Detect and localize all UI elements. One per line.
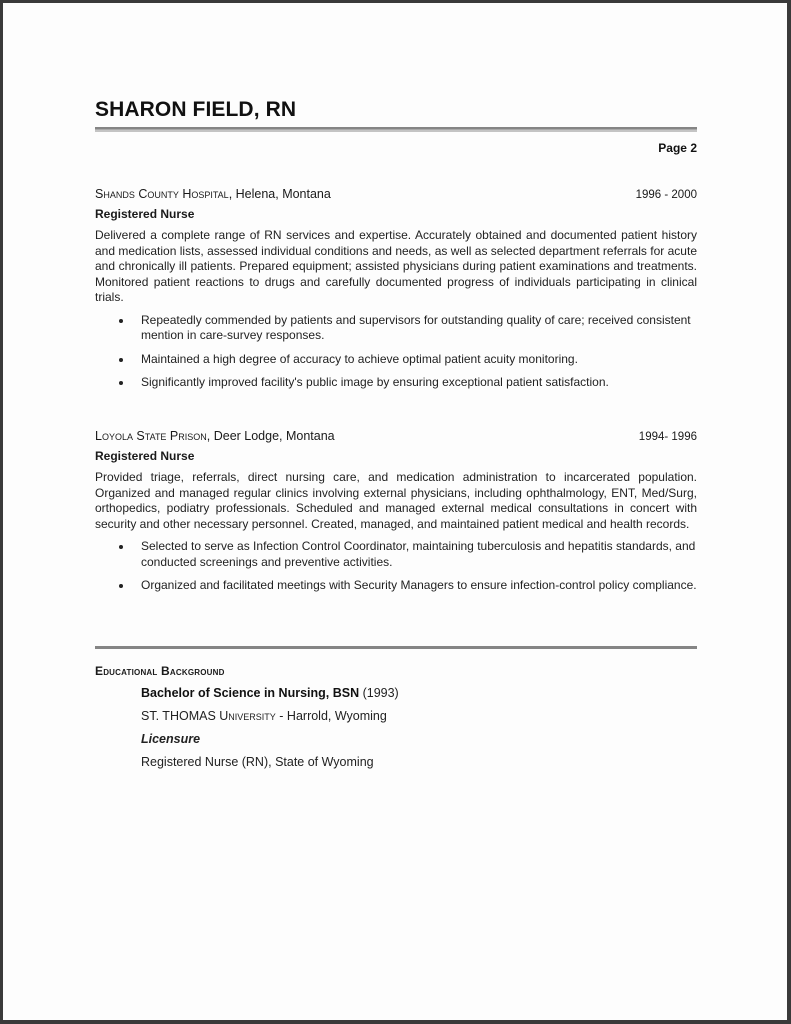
achievement-item [95, 578, 697, 594]
bullet-icon [119, 358, 123, 362]
achievement-text: Selected to serve as Infection Control Coordinator, maintaining tuberculosis and hepatitis standards, and conducted screenings and preventive activities. [141, 539, 696, 569]
achievement-item [95, 352, 697, 368]
header-divider [95, 127, 697, 133]
achievement-text: Organized and facilitated meetings with Security Managers to ensure infection-control policy compliance. [141, 578, 697, 593]
job-dates: 1996 - 2000 [635, 189, 697, 201]
bullet-icon [119, 381, 123, 385]
achievement-text: Maintained a high degree of accuracy to achieve optimal patient acuity monitoring. [141, 351, 578, 366]
employer-name: Loyola State Prison [95, 429, 207, 443]
achievement-item [95, 539, 697, 570]
achievement-list [95, 313, 697, 391]
employer-location: , Helena, Montana [228, 187, 331, 201]
licensure-detail: Registered Nurse (RN), State of Wyoming [141, 755, 374, 769]
degree-year: (1993) [359, 686, 399, 700]
bullet-icon [119, 545, 123, 549]
page-number: Page 2 [658, 141, 697, 155]
employer-name: Shands County Hospital [95, 187, 229, 201]
education-section [95, 664, 697, 770]
candidate-name: SHARON FIELD, RN [95, 98, 297, 121]
degree [141, 685, 697, 701]
job-entry [95, 429, 697, 602]
job-title: Registered Nurse [95, 449, 195, 463]
achievement-list [95, 539, 697, 594]
education-heading: Educational Background [95, 664, 225, 678]
section-divider [95, 646, 697, 649]
job-entry [95, 187, 697, 399]
bullet-icon [119, 319, 123, 323]
job-description: Provided triage, referrals, direct nursing care, and medication administration to incarcerated population. Organized and managed regular clinics involving external physicians, including ophthalmology, ENT, Med/Surg, orthopedics, podiatry professionals. Scheduled and managed external medical consultations in concert with security and other necessary personnel. Created, managed, and maintained patient medical and health records. [95, 470, 697, 531]
job-dates: 1994- 1996 [638, 431, 697, 443]
degree-name: Bachelor of Science in Nursing, BSN [141, 686, 360, 700]
achievement-item [95, 375, 697, 391]
employer [95, 429, 335, 443]
achievement-text: Repeatedly commended by patients and supervisors for outstanding quality of care; received consistent mention in care-survey responses. [141, 312, 691, 343]
job-title: Registered Nurse [95, 207, 195, 221]
bullet-icon [119, 584, 123, 588]
school [141, 708, 697, 724]
achievement-text: Significantly improved facility's public image by ensuring exceptional patient satisfaction. [141, 375, 609, 390]
school-location: - Harrold, Wyoming [275, 709, 387, 723]
employer-location: , Deer Lodge, Montana [206, 429, 335, 443]
achievement-item [95, 313, 697, 344]
school-name: ST. THOMAS [141, 709, 220, 723]
employer [95, 187, 331, 201]
resume-page [3, 3, 787, 1020]
school-name-suffix: University [219, 709, 276, 723]
licensure-heading: Licensure [141, 732, 201, 746]
job-description: Delivered a complete range of RN services and expertise. Accurately obtained and documented patient history and medication lists, assessed individual conditions and needs, as well as selected department referrals for acute and chronically ill patients. Prepared equipment; assisted physicians during patient examinations and treatments. Monitored patient reactions to drugs and carefully documented progress of individuals participating in clinical trials. [95, 228, 697, 305]
